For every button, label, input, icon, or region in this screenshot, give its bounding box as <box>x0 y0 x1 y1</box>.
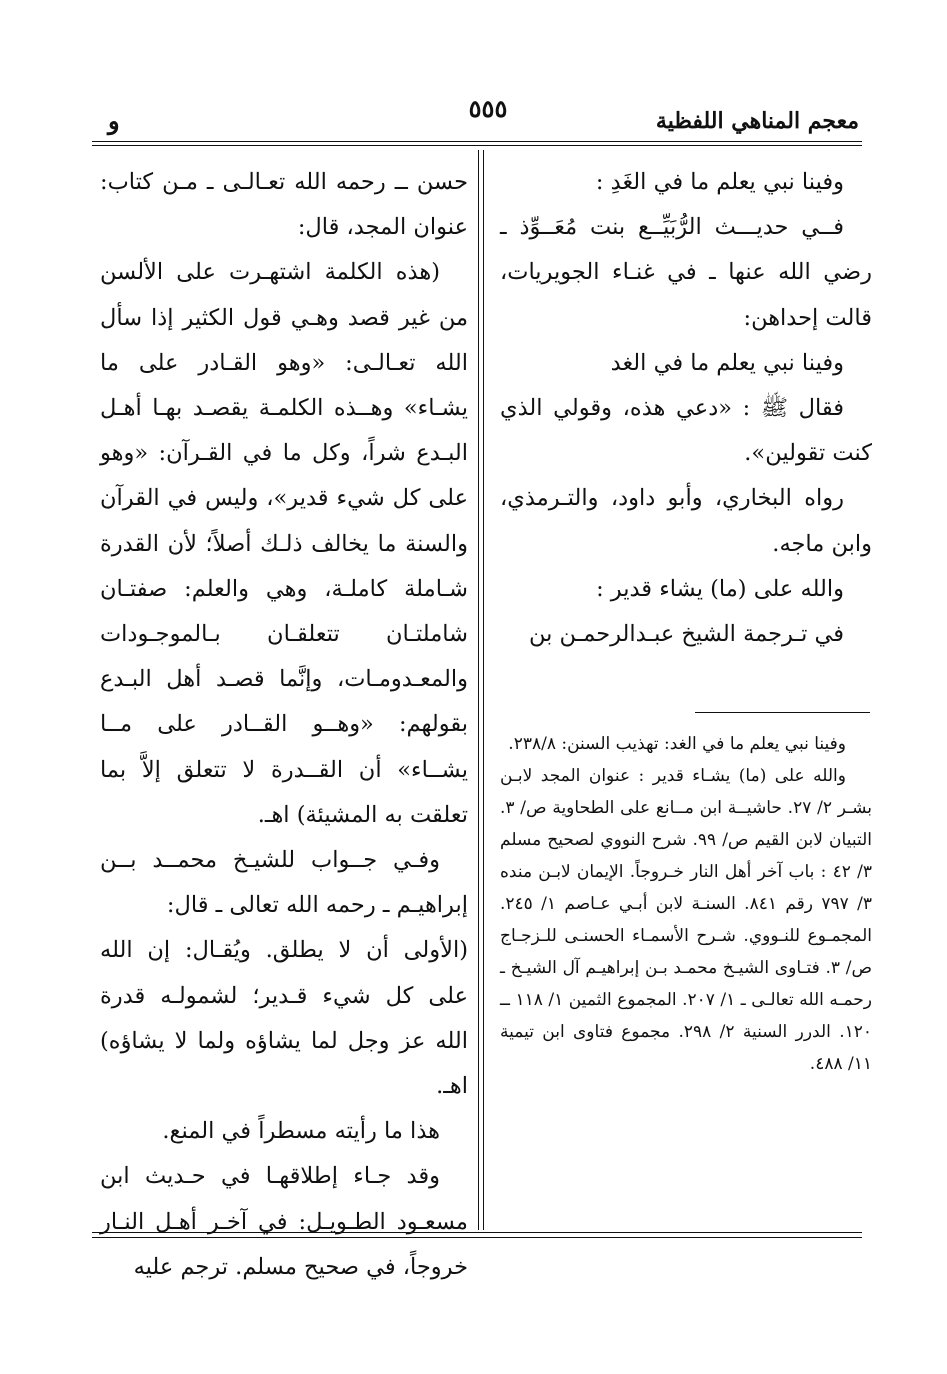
paragraph: رواه البخاري، وأبو داود، والتـرمذي، وابن ماجه. <box>500 485 872 557</box>
footer-rule-double <box>92 1237 862 1238</box>
footnote: والله على (ما) يشـاء قدير : عنوان المجد لابـن بشـر ٢/ ٢٧. حاشيــة ابن مــانع على الطحاوية ص/ ٣. التبيان لابن القيم ص/ ٩٩. شرح النووي لصحيح مسلم ٣/ ٤٢ : باب آخر أهل النار خـروجاً. الإيمان لابـن منده ٣/ ٧٩٧ رقم ٨٤١. السنـة لابن أبـي عـاصم ١/ ٢٤٥. المجمـوع للنـووي. شـرح الأسمـاء الحسنـى للـزجـاج ص/ ٣. فتـاوى الشيـخ محمـد بـن إبراهيـم آل الشيـخ ـ رحمـه الله تعالـى ـ ١/ ٢٠٧. المجموع الثمين ١/ ١١٨ ــ ١٢٠. الدرر السنية ٢/ ٢٩٨. مجموع فتاوى ابن تيمية ١١/ ٤٨٨. <box>500 766 873 1074</box>
footnotes <box>500 728 872 1080</box>
paragraph: فقال ﷺ : «دعي هذه، وقولي الذي كنت تقولين». <box>500 395 872 467</box>
paragraph: فــي حديـــث الرُّبَيِّــع بنت مُعَــوِّذ ـ رضي الله عنها ـ في غنـاء الجويريات، قالت إحداهن: <box>500 214 872 331</box>
left-column <box>100 160 468 1290</box>
paragraph: في تـرجمة الشيخ عبـدالرحمـن بن <box>528 621 844 648</box>
running-header-title: معجم المناهي اللفظية <box>655 108 859 134</box>
footnote-separator <box>695 712 870 713</box>
paragraph: حسن ــ رحمه الله تعـالـى ـ مـن كتاب: عنوان المجد، قال: <box>100 169 468 241</box>
section-letter: و <box>108 106 120 135</box>
column-divider-double <box>483 150 484 1230</box>
entry-heading: والله على (ما) يشاء قدير : <box>596 575 844 602</box>
verse-line: وفينا نبي يعلم ما في الغد <box>610 349 844 376</box>
paragraph: وفـي جــواب للشيـخ محمــد بــن إبراهيـم ـ رحمه الله تعالى ـ قال: <box>100 847 468 919</box>
column-divider <box>478 150 479 1230</box>
paragraph: وقد جـاء إطلاقهـا في حـديث ابن مسعـود الطـويـل: في آخـر أهـل النـار خروجاً، في صحيح مسلم. ترجم عليه <box>100 1163 468 1280</box>
quotation: (الأولى أن لا يطلق. ويُقـال: إن الله على كل شيء قـدير؛ لشمولـه قدرة الله عز وجل لما يشاؤه ولما لا يشاؤه) اهـ. <box>100 937 468 1100</box>
footer-rule <box>92 1232 862 1233</box>
paragraph: هذا ما رأيته مسطراً في المنع. <box>162 1118 440 1145</box>
quotation: (هذه الكلمة اشتهـرت على الألسن من غير قصد وهـي قول الكثير إذا سأل الله تعـالـى: «وهو القـادر على ما يشـاء» وهــذه الكلمـة يقصـد بهـا أهـل البـدع شراً، وكل ما في القـرآن: «وهو على كل شيء قدير»، وليس في القرآن والسنة ما يخالف ذلـك أصلاً؛ لأن القدرة شـاملة كاملـة، وهي والعلم: صفتـان شاملتـان تتعلقـان بـالموجـودات والمعـدومـات، وإنَّما قصـد أهل البـدع بقولهم: «وهــو القــادر على مــا يشــاء» أن القــدرة لا تتعلق إلاَّ بما تعلقت به المشيئة) اهـ. <box>100 259 468 828</box>
verse-line: وفينا نبي يعلم ما في الغَدِ : <box>595 169 844 195</box>
page-number: ٥٥٥ <box>468 94 508 123</box>
right-column <box>500 160 872 657</box>
header-rule-double <box>92 145 862 146</box>
header-rule <box>92 141 862 142</box>
footnote: وفينا نبي يعلم ما في الغد: تهذيب السنن: ٢٣٨/٨. <box>508 734 846 754</box>
